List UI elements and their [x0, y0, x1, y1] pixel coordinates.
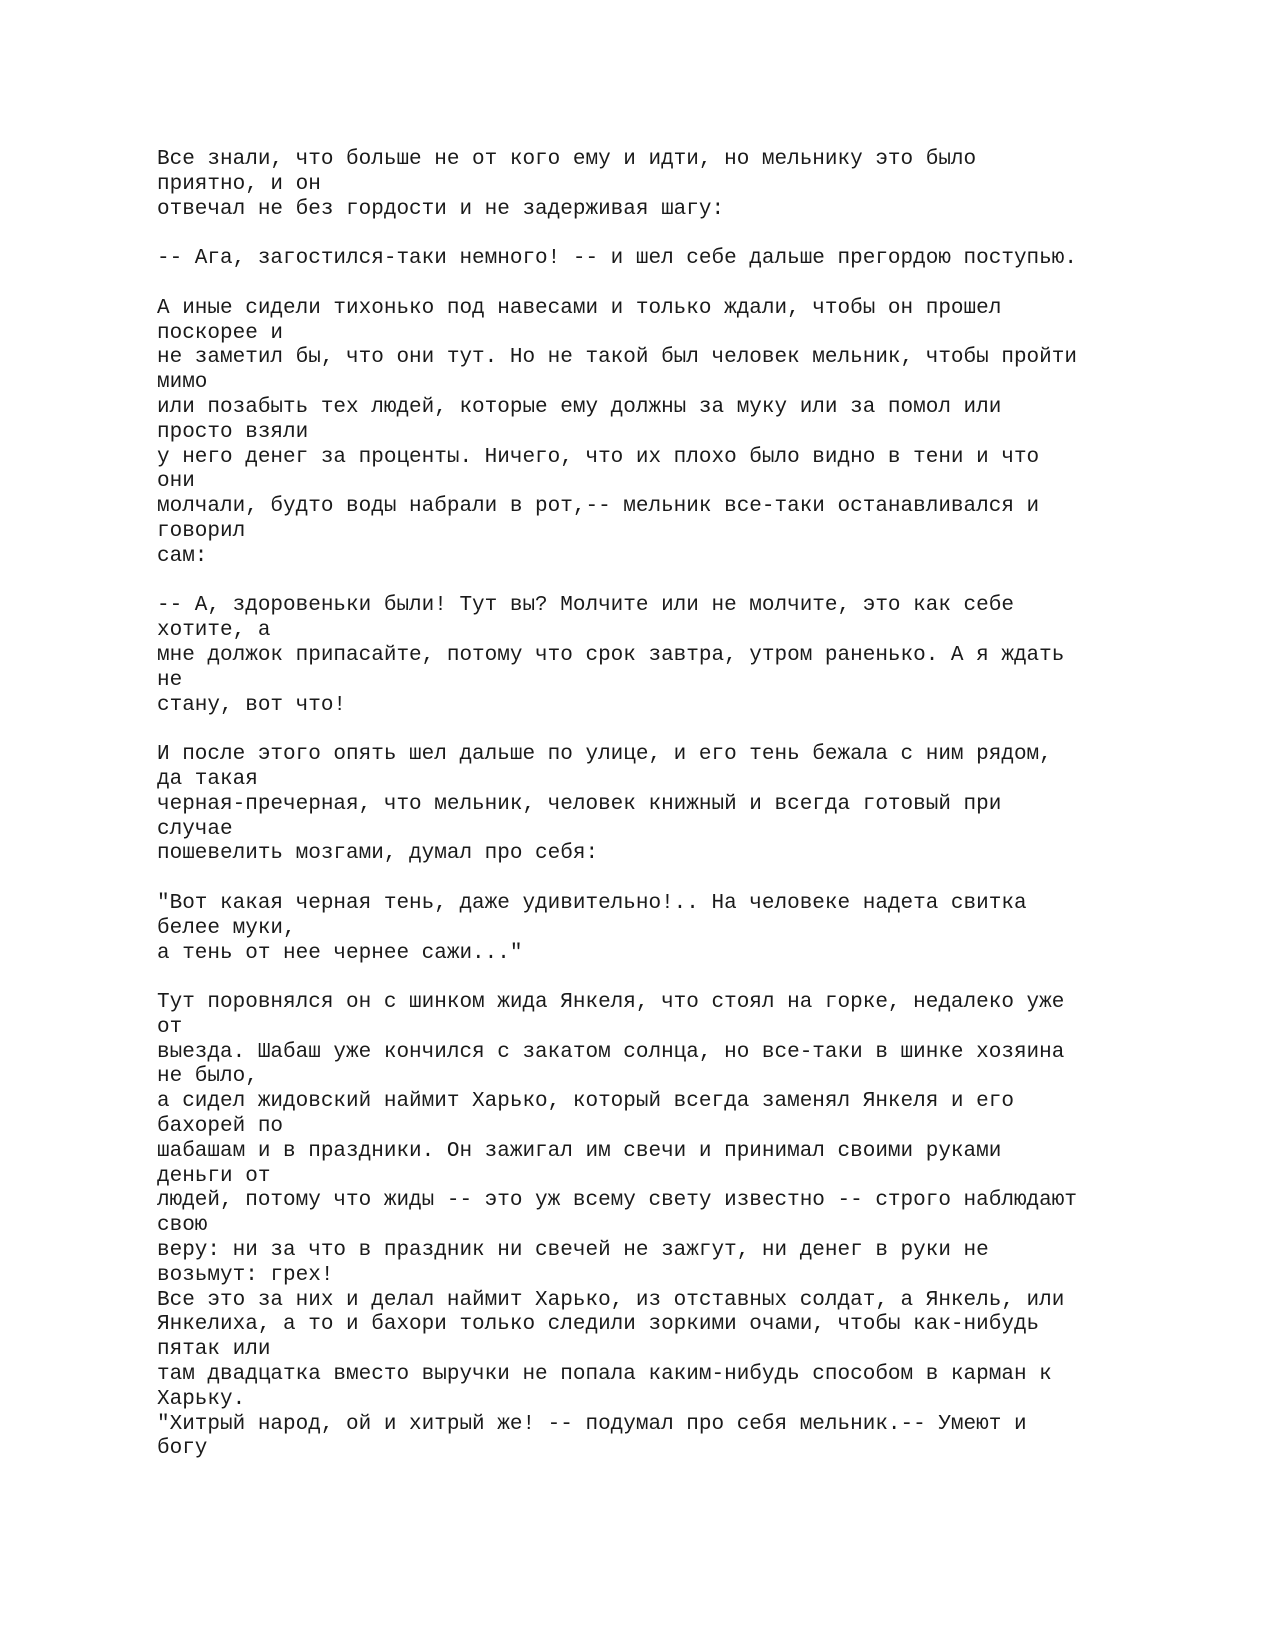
text-line: стану, вот что!	[157, 693, 347, 717]
text-line: а сидел жидовский наймит Харько, который всегда заменял Янкеля и его	[157, 1090, 1014, 1114]
text-line: поскорее и	[157, 321, 284, 345]
text-line: богу	[157, 1437, 208, 1461]
text-line: шабашам и в праздники. Он зажигал им свечи и принимал своими руками	[157, 1139, 1002, 1163]
text-line: да такая	[157, 767, 258, 791]
text-line: возьмут: грех!	[157, 1263, 334, 1287]
text-line: не заметил бы, что они тут. Но не такой был человек мельник, чтобы пройти	[157, 346, 1077, 370]
text-line: А иные сидели тихонько под навесами и только ждали, чтобы он прошел	[157, 296, 1002, 320]
text-line: молчали, будто воды набрали в рот,-- мельник все-таки останавливался и	[157, 495, 1040, 519]
text-line: Харьку.	[157, 1387, 246, 1411]
text-line: говорил	[157, 519, 246, 543]
text-line: "Вот какая черная тень, даже удивительно!.. На человеке надета свитка	[157, 891, 1027, 915]
blank-line	[157, 718, 1247, 743]
text-line: деньги от	[157, 1164, 271, 1188]
text-line: у него денег за проценты. Ничего, что их плохо было видно в тени и что	[157, 445, 1040, 469]
text-line: Янкелиха, а то и бахори только следили зоркими очами, чтобы как-нибудь	[157, 1313, 1040, 1337]
text-line: просто взяли	[157, 420, 309, 444]
blank-line	[157, 272, 1247, 297]
text-line: случае	[157, 817, 233, 841]
text-line: приятно, и он	[157, 172, 321, 196]
text-line: а тень от нее чернее сажи..."	[157, 941, 523, 965]
blank-line	[157, 966, 1247, 991]
text-line: пятак или	[157, 1338, 271, 1362]
blank-line	[157, 570, 1247, 595]
text-line: или позабыть тех людей, которые ему должны за муку или за помол или	[157, 395, 1002, 419]
text-line: сам:	[157, 544, 208, 568]
blank-line	[157, 867, 1247, 892]
text-line: Все знали, что больше не от кого ему и идти, но мельнику это было	[157, 148, 977, 171]
text-line: И после этого опять шел дальше по улице, и его тень бежала с ним рядом,	[157, 743, 1052, 767]
text-line: Все это за них и делал наймит Харько, из отставных солдат, а Янкель, или	[157, 1288, 1065, 1312]
text-line: там двадцатка вместо выручки не попала каким-нибудь способом в карман к	[157, 1363, 1052, 1387]
text-line: мне должок припасайте, потому что срок завтра, утром раненько. А я ждать	[157, 643, 1065, 667]
text-line: Тут поровнялся он с шинком жида Янкеля, что стоял на горке, недалеко уже	[157, 991, 1065, 1015]
blank-line	[157, 222, 1247, 247]
text-line: -- Ага, загостился-таки немного! -- и шел себе дальше прегордою поступью.	[157, 247, 1077, 271]
text-line: людей, потому что жиды -- это уж всему свету известно -- строго наблюдают	[157, 1189, 1077, 1213]
text-line: "Хитрый народ, ой и хитрый же! -- подумал про себя мельник.-- Умеют и	[157, 1412, 1027, 1436]
text-line: пошевелить мозгами, думал про себя:	[157, 842, 599, 866]
text-line: от	[157, 1015, 183, 1039]
text-line: бахорей по	[157, 1115, 284, 1139]
text-line: хотите, а	[157, 619, 271, 643]
text-line: не было,	[157, 1065, 258, 1089]
text-line: мимо	[157, 371, 208, 395]
text-line: выезда. Шабаш уже кончился с закатом солнца, но все-таки в шинке хозяина	[157, 1040, 1065, 1064]
text-line: -- А, здоровеньки были! Тут вы? Молчите или не молчите, это как себе	[157, 594, 1014, 618]
text-line: свою	[157, 1214, 208, 1238]
text-line: веру: ни за что в праздник ни свечей не зажгут, ни денег в руки не	[157, 1239, 989, 1263]
text-line: черная-пречерная, что мельник, человек книжный и всегда готовый при	[157, 792, 1002, 816]
text-line: они	[157, 470, 195, 494]
text-line: не	[157, 668, 183, 692]
document-text	[157, 148, 1247, 1462]
text-line: белее муки,	[157, 916, 296, 940]
text-line: отвечал не без гордости и не задерживая шагу:	[157, 197, 725, 221]
